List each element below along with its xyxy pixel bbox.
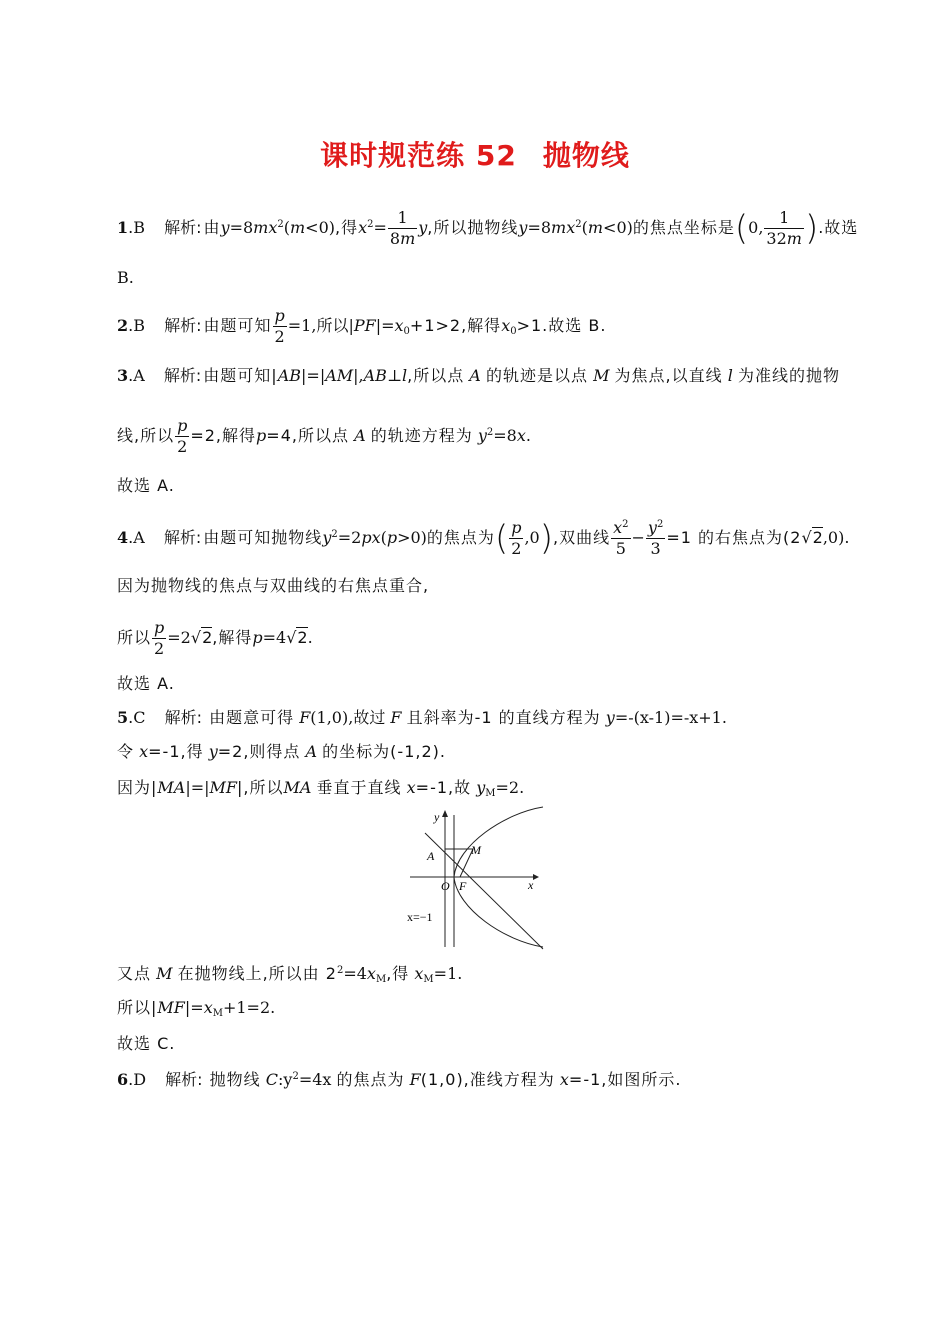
fraction-x2-over-5: $\frac{x^2}{5}$: [613, 518, 629, 558]
q5-line2: 令 x=-1,得 y=2,则得点 A 的坐标为(-1,2).: [117, 742, 446, 761]
fraction-1-over-8m: $\frac{1}{8m}$: [389, 208, 416, 248]
y-axis-arrow: [442, 810, 448, 817]
q1-line2: B.: [117, 268, 134, 287]
label-A: A: [427, 849, 435, 863]
parabola-figure: [405, 805, 545, 950]
label-M: M: [471, 843, 481, 857]
q5-line6: 故选 C.: [117, 1034, 176, 1053]
q5-line5: 所以$|MF|=x_M+1=2$.: [117, 998, 276, 1019]
label-O: O: [441, 879, 450, 893]
q5-line1: 5.C 解析: 由题意可得 F(1,0),故过 F 且斜率为-1 的直线方程为 y=-(x-1)=-x+1.: [117, 708, 727, 727]
q1-line1: 1.B 解析: 由$y=8mx^2(m<0)$,得$x^2=$ $\frac{1}{8m}$ y,所以抛物线$y=8mx^2(m<0)$的焦点坐标是(0, $\frac{1}{32m}$ ).故选: [117, 208, 859, 249]
label-x: x: [528, 878, 534, 892]
q3-line3: 故选 A.: [117, 476, 175, 495]
q4-line3: 所以 $\frac{p}{2}$ =2√2,解得p=4√2.: [117, 618, 313, 658]
fraction-y2-over-3: $\frac{y^2}{3}$: [647, 518, 664, 558]
fraction-p-over-2: $\frac{p}{2}$: [511, 518, 522, 558]
page-title: 课时规范练 52 抛物线: [320, 139, 630, 172]
q3-line2: 线,所以 $\frac{p}{2}$ =2,解得p=4,所以点 A 的轨迹方程为 $y^2=8x$.: [117, 416, 531, 456]
q5-line3: 因为|MA|=|MF|,所以MA 垂直于直线 x=-1,故 $y_M=2$.: [117, 778, 525, 799]
q4-line1: 4.A 解析: 由题可知抛物线$y^2=2px(p>0)$的焦点为( $\frac{p}{2}$ ,0),双曲线 $\frac{x^2}{5}$ − $\frac{y^2}{3}$ =1 的右焦点为(2√2,0).: [117, 518, 850, 559]
sqrt-2: √2: [801, 528, 823, 547]
q6-line: 6.D 解析: 抛物线 $C:y^2=4x$ 的焦点为 F(1,0),准线方程为 x=-1,如图所示.: [117, 1070, 682, 1089]
label-directrix: x=−1: [407, 910, 433, 924]
q4-line4: 故选 A.: [117, 674, 175, 693]
sqrt-2: √2: [190, 628, 213, 647]
label-y: y: [434, 810, 440, 824]
sqrt-2: √2: [286, 628, 308, 647]
q4-line2: 因为抛物线的焦点与双曲线的右焦点重合,: [117, 576, 430, 595]
fraction-p-over-2: $\frac{p}{2}$: [274, 306, 285, 346]
fraction-p-over-2: $\frac{p}{2}$: [154, 618, 165, 658]
fraction-1-over-32m: $\frac{1}{32m}$: [766, 208, 802, 248]
fraction-p-over-2: $\frac{p}{2}$: [177, 416, 188, 456]
q3-line1: 3.A 解析: 由题可知|AB|=|AM|,AB⊥l,所以点 A 的轨迹是以点 M 为焦点,以直线 l 为准线的抛物: [117, 366, 840, 385]
q5-line4: 又点 M 在抛物线上,所以由 $2^2=4x_M$,得 $x_M=1$.: [117, 964, 463, 985]
label-F: F: [459, 879, 467, 893]
x-axis-arrow: [533, 874, 539, 880]
q2-line: 2.B 解析: 由题可知 $\frac{p}{2}$ =1,所以$|PF|=x_0+1>2$,解得$x_0>1$.故选 B.: [117, 306, 607, 346]
